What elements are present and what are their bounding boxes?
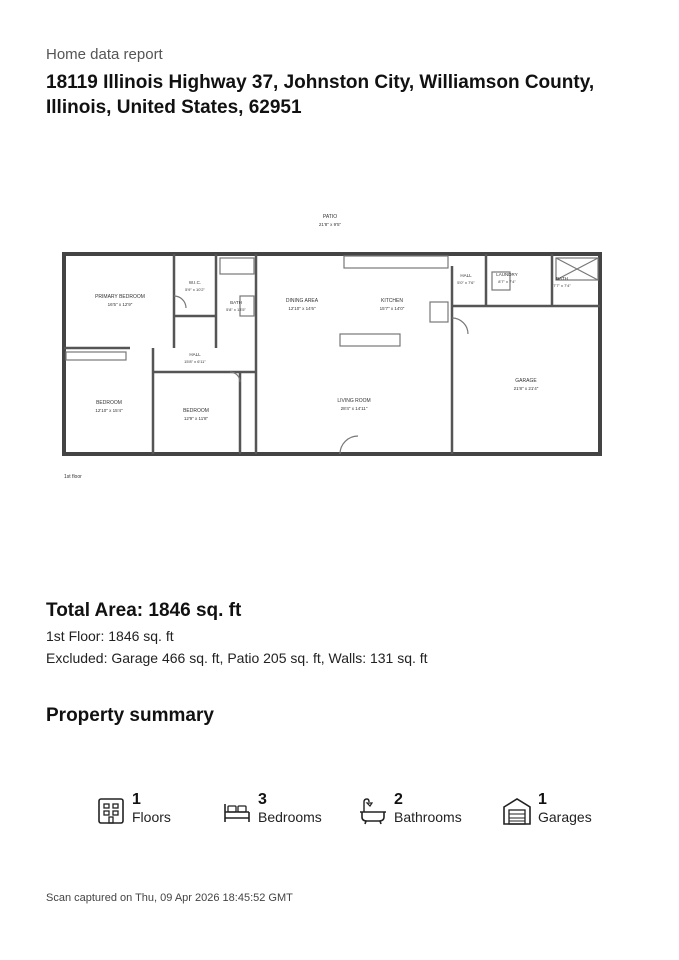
garages-count: 1	[538, 791, 547, 808]
room-dims: 5'9" x 10'2"	[185, 287, 205, 292]
bathrooms-label: Bathrooms	[394, 809, 462, 825]
total-area-title: Total Area: 1846 sq. ft	[46, 600, 242, 621]
room-label: LAUNDRY	[496, 272, 518, 277]
room-dims: 5'8" x 13'5"	[226, 307, 246, 312]
floors-count: 1	[132, 791, 141, 808]
room-label: BEDROOM	[96, 400, 122, 406]
room-label: PATIO	[322, 214, 338, 220]
room-label: PRIMARY BEDROOM	[95, 294, 145, 300]
room-dims: 5'0" x 7'6"	[457, 280, 475, 285]
scan-timestamp: Scan captured on Thu, 09 Apr 2026 18:45:52 GMT	[46, 892, 293, 904]
floor-plan	[40, 206, 640, 496]
room-label: DINING AREA	[285, 298, 319, 304]
room-label: HALL	[460, 273, 472, 278]
room-label: BATH	[230, 300, 242, 305]
garages-label: Garages	[538, 809, 592, 825]
room-dims: 12'10" x 15'4"	[95, 408, 123, 413]
floor-area-line: 1st Floor: 1846 sq. ft	[46, 628, 174, 644]
room-dims: 8'7" x 7'4"	[498, 279, 516, 284]
report-subtitle: Home data report	[46, 46, 163, 63]
garage-icon	[502, 796, 532, 826]
room-dims: 28'4" x 14'11"	[340, 406, 368, 411]
property-summary-stats	[96, 790, 616, 834]
bathtub-icon	[358, 796, 388, 826]
bedrooms-count: 3	[258, 791, 267, 808]
room-label: LIVING ROOM	[337, 398, 371, 404]
room-dims: 12'9" x 11'8"	[183, 416, 209, 421]
bed-icon	[222, 796, 252, 826]
bedrooms-label: Bedrooms	[258, 809, 322, 825]
room-label: GARAGE	[515, 378, 537, 384]
floors-icon	[96, 796, 126, 826]
room-label: BEDROOM	[183, 408, 209, 414]
room-dims: 7'7" x 7'4"	[553, 283, 571, 288]
room-dims: 21'8" x 9'5"	[318, 222, 342, 227]
property-summary-title: Property summary	[46, 705, 214, 726]
floors-label: Floors	[132, 809, 171, 825]
room-label: KITCHEN	[381, 298, 403, 304]
room-label: W.I.C.	[188, 280, 202, 285]
property-address: 18119 Illinois Highway 37, Johnston City, Williamson County, Illinois, United States, 62951	[46, 72, 595, 118]
room-dims: 12'10" x 14'6"	[288, 306, 316, 311]
room-dims: 16'5" x 12'9"	[107, 302, 133, 307]
room-dims: 21'8" x 21'4"	[513, 386, 539, 391]
excluded-area-line: Excluded: Garage 466 sq. ft, Patio 205 sq. ft, Walls: 131 sq. ft	[46, 650, 428, 666]
room-label: HALL	[189, 352, 201, 357]
room-dims: 15'8" x 6'11"	[184, 359, 206, 364]
room-dims: 15'7" x 14'0"	[379, 306, 405, 311]
floor-label: 1st floor	[64, 474, 82, 480]
bathrooms-count: 2	[394, 791, 403, 808]
room-label: BATH	[556, 276, 568, 281]
